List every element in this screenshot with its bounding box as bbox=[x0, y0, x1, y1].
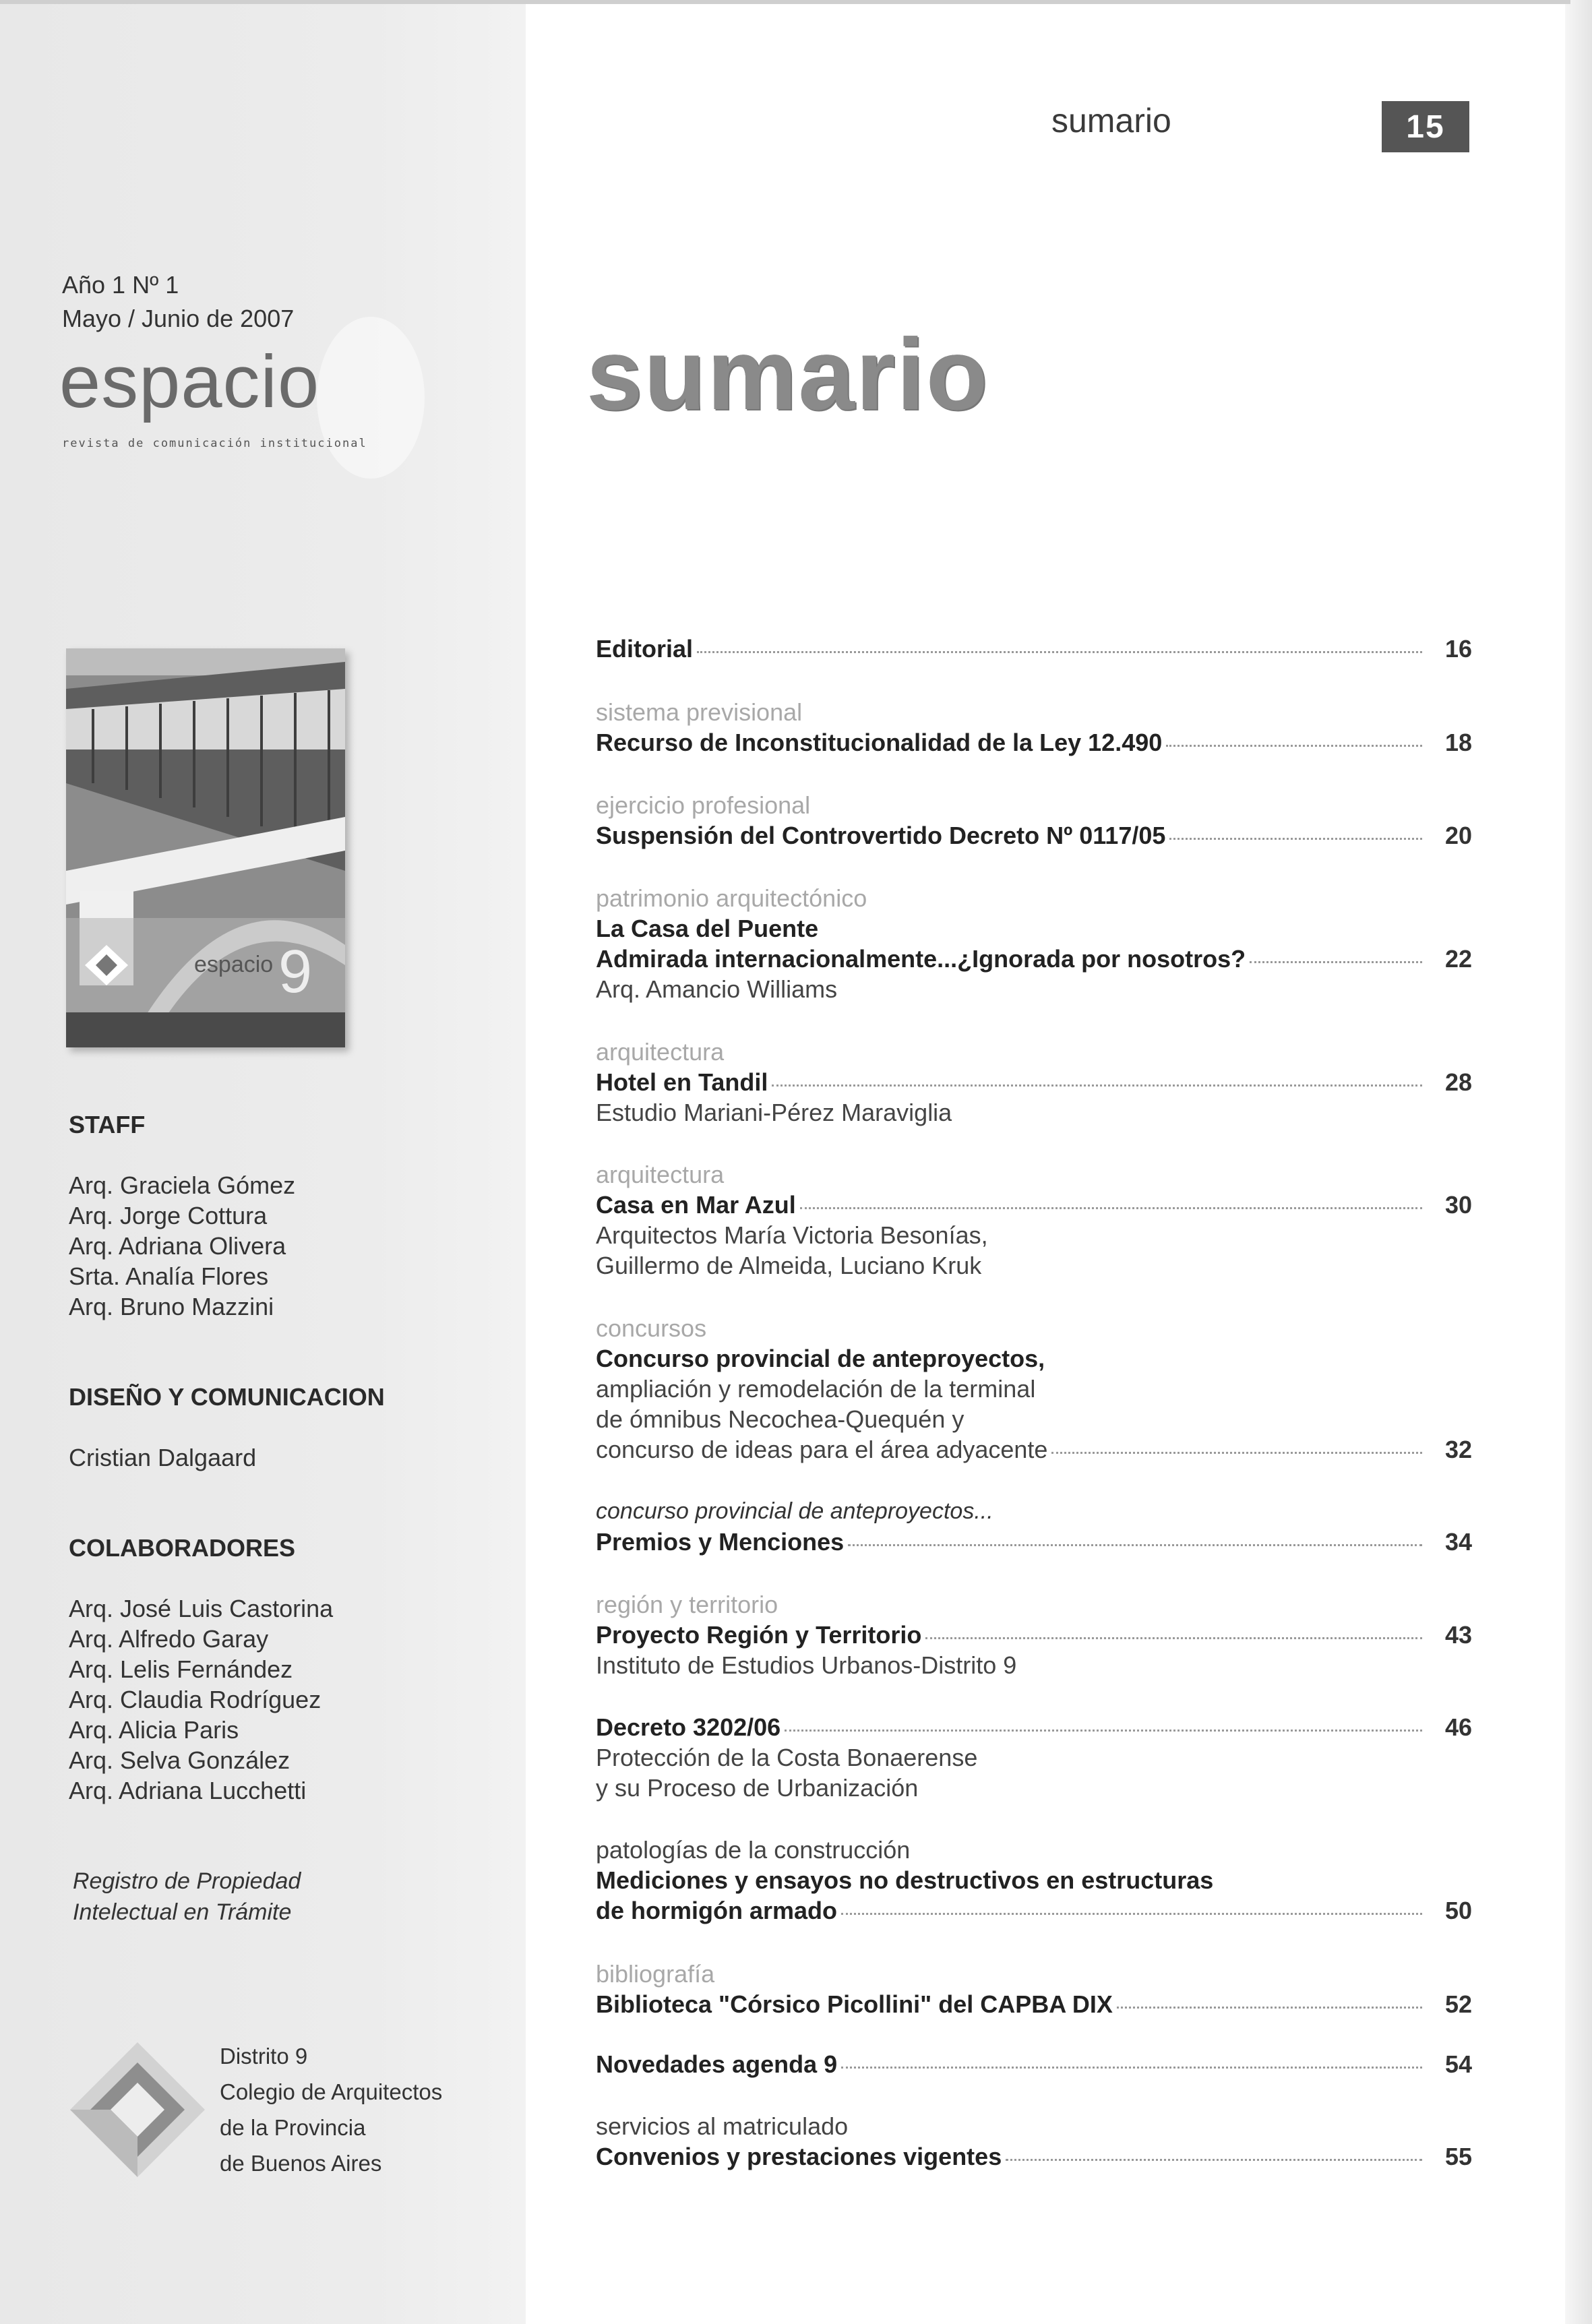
running-header: sumario bbox=[1051, 102, 1171, 140]
toc-entry-mar-azul bbox=[596, 1159, 1472, 1281]
toc-page: 54 bbox=[1444, 2050, 1472, 2078]
toc-title: Admirada internacionalmente...¿Ignorada por nosotros? bbox=[596, 945, 1246, 973]
toc-page: 30 bbox=[1444, 1191, 1472, 1219]
toc-title: Editorial bbox=[596, 635, 694, 663]
toc-page: 55 bbox=[1444, 2143, 1472, 2170]
toc-title: Novedades agenda 9 bbox=[596, 2050, 838, 2078]
page-number-badge: 15 bbox=[1382, 101, 1469, 152]
toc-title-line: La Casa del Puente bbox=[596, 915, 819, 942]
toc-category: ejercicio profesional bbox=[596, 791, 811, 819]
toc-page: 34 bbox=[1444, 1528, 1472, 1556]
design-list bbox=[69, 1442, 256, 1473]
toc-page: 32 bbox=[1444, 1436, 1472, 1463]
toc-entry-patrimonio bbox=[596, 883, 1472, 1004]
toc-entry-region bbox=[596, 1589, 1472, 1680]
toc-category: arquitectura bbox=[596, 1161, 725, 1188]
logo-circle-mark bbox=[317, 317, 425, 479]
college-line: Distrito 9 bbox=[220, 2044, 308, 2069]
issue-info bbox=[62, 268, 294, 336]
staff-member: Arq. Jorge Cottura bbox=[69, 1202, 268, 1229]
toc-entry-ejercicio bbox=[596, 790, 1472, 851]
toc-title-line: Concurso provincial de anteproyectos, bbox=[596, 1345, 1045, 1372]
toc-subtitle: Guillermo de Almeida, Luciano Kruk bbox=[596, 1252, 982, 1279]
toc-page: 20 bbox=[1444, 822, 1472, 849]
magazine-logo: espacio bbox=[59, 340, 320, 423]
toc-page: 46 bbox=[1444, 1713, 1472, 1741]
magazine-tagline: revista de comunicación institucional bbox=[62, 437, 367, 450]
toc-entry-previsional bbox=[596, 697, 1472, 758]
toc-subtitle: de ómnibus Necochea-Quequén y bbox=[596, 1405, 965, 1433]
toc-page: 43 bbox=[1444, 1621, 1472, 1649]
collaborator: Arq. Alfredo Garay bbox=[69, 1625, 269, 1653]
design-heading: DISEÑO Y COMUNICACION bbox=[69, 1383, 385, 1411]
staff-heading: STAFF bbox=[69, 1111, 146, 1138]
college-line: de Buenos Aires bbox=[220, 2151, 382, 2176]
toc-page: 16 bbox=[1444, 635, 1472, 663]
collaborator: Arq. Selva González bbox=[69, 1746, 290, 1774]
toc-subtitle: Protección de la Costa Bonaerense bbox=[596, 1744, 978, 1771]
staff-member: Srta. Analía Flores bbox=[69, 1262, 269, 1290]
college-logo-icon bbox=[70, 2042, 205, 2177]
toc-title: Decreto 3202/06 bbox=[596, 1713, 781, 1741]
toc-category: región y territorio bbox=[596, 1591, 778, 1618]
collaborators-list bbox=[69, 1593, 333, 1806]
toc-entry-novedades bbox=[596, 2049, 1472, 2079]
toc-entry-concursos bbox=[596, 1313, 1472, 1465]
toc-title: Casa en Mar Azul bbox=[596, 1191, 796, 1219]
cover-logo-number: 9 bbox=[278, 938, 313, 1006]
registry-note bbox=[73, 1866, 301, 1928]
toc-title: Biblioteca "Córsico Picollini" del CAPBA DIX bbox=[596, 1990, 1113, 2018]
toc-subtitle: ampliación y remodelación de la terminal bbox=[596, 1375, 1036, 1403]
staff-member: Arq. Bruno Mazzini bbox=[69, 1293, 274, 1320]
toc-title: Proyecto Región y Territorio bbox=[596, 1621, 922, 1649]
toc-title: Hotel en Tandil bbox=[596, 1068, 768, 1096]
toc-category: concursos bbox=[596, 1314, 707, 1342]
toc-category: concurso provincial de anteproyectos... bbox=[596, 1498, 993, 1524]
toc-subtitle: Arquitectos María Victoria Besonías, bbox=[596, 1221, 988, 1249]
design-member: Cristian Dalgaard bbox=[69, 1444, 257, 1471]
toc-title: Convenios y prestaciones vigentes bbox=[596, 2143, 1002, 2170]
toc-entry-biblioteca bbox=[596, 1959, 1472, 2019]
toc-entry-editorial bbox=[596, 634, 1472, 664]
toc-category: arquitectura bbox=[596, 1038, 725, 1066]
toc-entry-hotel-tandil bbox=[596, 1037, 1472, 1128]
cover-illustration bbox=[66, 648, 345, 1047]
toc-title: Premios y Menciones bbox=[596, 1528, 845, 1556]
toc-subtitle: Arq. Amancio Williams bbox=[596, 975, 838, 1003]
college-line: Colegio de Arquitectos bbox=[220, 2079, 443, 2104]
toc-page: 18 bbox=[1444, 729, 1472, 756]
toc-subtitle: Estudio Mariani-Pérez Maraviglia bbox=[596, 1099, 952, 1126]
toc-page: 52 bbox=[1444, 1990, 1472, 2018]
issue-date: Mayo / Junio de 2007 bbox=[62, 305, 295, 332]
toc-category: bibliografía bbox=[596, 1960, 715, 1988]
registry-line: Registro de Propiedad bbox=[73, 1868, 301, 1894]
cover-logo-word: espacio bbox=[194, 952, 274, 977]
staff-member: Arq. Adriana Olivera bbox=[69, 1232, 286, 1260]
toc-entry-patologias bbox=[596, 1835, 1472, 1926]
toc-category: sistema previsional bbox=[596, 698, 803, 726]
staff-member: Arq. Graciela Gómez bbox=[69, 1171, 296, 1199]
toc-title: de hormigón armado bbox=[596, 1897, 838, 1924]
toc-entry-premios bbox=[596, 1496, 1472, 1557]
collaborator: Arq. Lelis Fernández bbox=[69, 1655, 293, 1683]
toc-entry-convenios bbox=[596, 2111, 1472, 2172]
toc-title: concurso de ideas para el área adyacente bbox=[596, 1436, 1048, 1463]
issue-number: Año 1 Nº 1 bbox=[62, 271, 179, 299]
staff-list bbox=[69, 1170, 295, 1322]
page-title: sumario bbox=[586, 317, 989, 431]
registry-line: Intelectual en Trámite bbox=[73, 1899, 292, 1925]
cover-image bbox=[66, 648, 345, 1047]
toc-title: Recurso de Inconstitucionalidad de la Ley 12.490 bbox=[596, 729, 1163, 756]
college-line: de la Provincia bbox=[220, 2115, 366, 2140]
toc-title: Suspensión del Controvertido Decreto Nº 0117/05 bbox=[596, 822, 1166, 849]
toc-title-line: Mediciones y ensayos no destructivos en estructuras bbox=[596, 1866, 1214, 1894]
collaborator: Arq. Adriana Lucchetti bbox=[69, 1777, 307, 1804]
collaborator: Arq. Alicia Paris bbox=[69, 1716, 239, 1744]
top-rule bbox=[0, 0, 1570, 4]
toc-page: 50 bbox=[1444, 1897, 1472, 1924]
toc-entry-decreto bbox=[596, 1712, 1472, 1803]
toc-subtitle: Instituto de Estudios Urbanos-Distrito 9 bbox=[596, 1651, 1017, 1679]
toc-category: patologías de la construcción bbox=[596, 1836, 911, 1864]
toc-page: 28 bbox=[1444, 1068, 1472, 1096]
toc-page: 22 bbox=[1444, 945, 1472, 973]
toc-subtitle: y su Proceso de Urbanización bbox=[596, 1774, 919, 1802]
toc-category: patrimonio arquitectónico bbox=[596, 884, 867, 912]
page-edge-shadow bbox=[1565, 0, 1592, 2324]
collaborator: Arq. José Luis Castorina bbox=[69, 1595, 334, 1622]
toc-category: servicios al matriculado bbox=[596, 2112, 849, 2140]
college-name bbox=[220, 2038, 442, 2181]
collaborator: Arq. Claudia Rodríguez bbox=[69, 1686, 322, 1713]
collaborators-heading: COLABORADORES bbox=[69, 1534, 296, 1562]
